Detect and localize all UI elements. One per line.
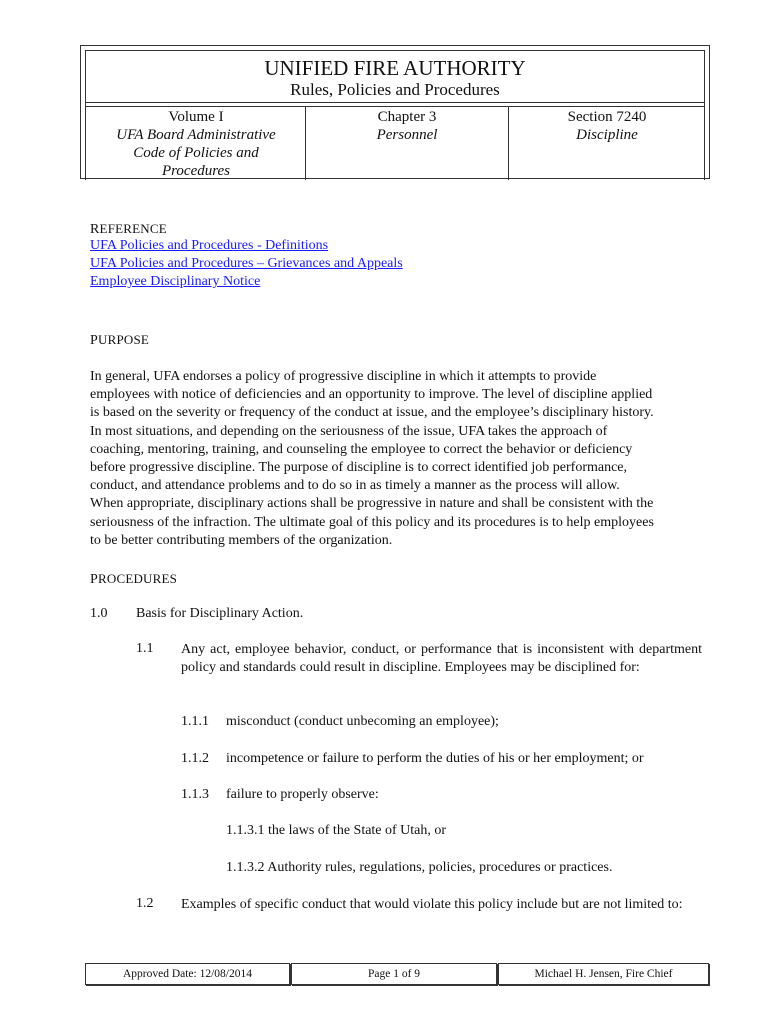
subsection-text: 1.1.3.2 Authority rules, regulations, policies, procedures or practices. — [226, 860, 613, 875]
section-number: 1.2 — [136, 896, 154, 911]
section-number: 1.1.1 — [181, 714, 209, 729]
purpose-line: In most situations, and depending on the seriousness of the issue, UFA takes the approach of — [90, 423, 608, 439]
purpose-line: employees with notice of deficiencies and an opportunity to improve. The level of discipline applied — [90, 387, 653, 403]
section-text: Basis for Disciplinary Action. — [136, 606, 304, 621]
approved-date: Approved Date: 12/08/2014 — [85, 963, 290, 985]
chapter-cell — [306, 108, 508, 144]
page-number: Page 1 of 9 — [291, 963, 497, 985]
purpose-line: seriousness of the infraction. The ultimate goal of this policy and its procedures is to help employees — [90, 514, 654, 530]
purpose-line: before progressive discipline. The purpose of discipline is to correct identified job performance, — [90, 460, 628, 476]
section-text: incompetence or failure to perform the duties of his or her employment; or — [226, 751, 644, 766]
volume-cell — [90, 108, 302, 180]
link-grievances-appeals[interactable]: UFA Policies and Procedures – Grievances and Appeals — [90, 256, 403, 271]
doc-subtitle: Rules, Policies and Procedures — [290, 80, 500, 99]
volume-desc: UFA Board Administrative — [116, 127, 276, 143]
section-desc: Discipline — [576, 127, 638, 143]
procedures-heading: PROCEDURES — [90, 571, 178, 587]
section-cell — [509, 108, 705, 144]
page-footer — [85, 963, 709, 985]
purpose-heading: PURPOSE — [90, 332, 150, 348]
org-title: UNIFIED FIRE AUTHORITY — [264, 56, 526, 80]
section-number: 1.1.2 — [181, 751, 209, 766]
subsection-text: 1.1.3.1 the laws of the State of Utah, or — [226, 823, 447, 838]
section-number: 1.1.3 — [181, 787, 209, 802]
section-text: Any act, employee behavior, conduct, or performance that is inconsistent with department policy and standards could result in discipline. Employees may be disciplined for: — [181, 642, 702, 675]
section-number: 1.0 — [90, 606, 108, 621]
section-text: Examples of specific conduct that would violate this policy include but are not limited to: — [181, 897, 683, 912]
volume-desc: Procedures — [161, 163, 231, 179]
purpose-line: to be better contributing members of the organization. — [90, 532, 393, 548]
section-number: 1.1 — [136, 641, 154, 656]
purpose-line: When appropriate, disciplinary actions shall be progressive in nature and shall be consistent with the — [90, 496, 654, 512]
chapter-desc: Personnel — [376, 127, 438, 143]
purpose-line: is based on the severity or frequency of the conduct at issue, and the employee’s disciplinary history. — [90, 405, 654, 421]
purpose-paragraph — [90, 368, 702, 550]
link-disciplinary-notice[interactable]: Employee Disciplinary Notice — [90, 274, 261, 289]
reference-heading: REFERENCE — [90, 221, 167, 237]
section-text: failure to properly observe: — [226, 787, 379, 802]
volume-label: Volume I — [168, 109, 224, 125]
volume-desc: Code of Policies and — [133, 145, 259, 161]
signer: Michael H. Jensen, Fire Chief — [498, 963, 709, 985]
section-text: misconduct (conduct unbecoming an employee); — [226, 714, 499, 729]
chapter-label: Chapter 3 — [377, 109, 437, 125]
purpose-line: In general, UFA endorses a policy of progressive discipline in which it attempts to provide — [90, 369, 597, 384]
reference-links — [90, 237, 403, 291]
header-divider — [85, 102, 705, 107]
purpose-line: coaching, mentoring, training, and counseling the employee to correct the behavior or deficiency — [90, 441, 633, 457]
link-definitions[interactable]: UFA Policies and Procedures - Definitions — [90, 238, 329, 253]
purpose-line: conduct, and attendance problems and to do so in as timely a manner as the process will allow. — [90, 478, 620, 494]
section-label: Section 7240 — [567, 109, 647, 125]
